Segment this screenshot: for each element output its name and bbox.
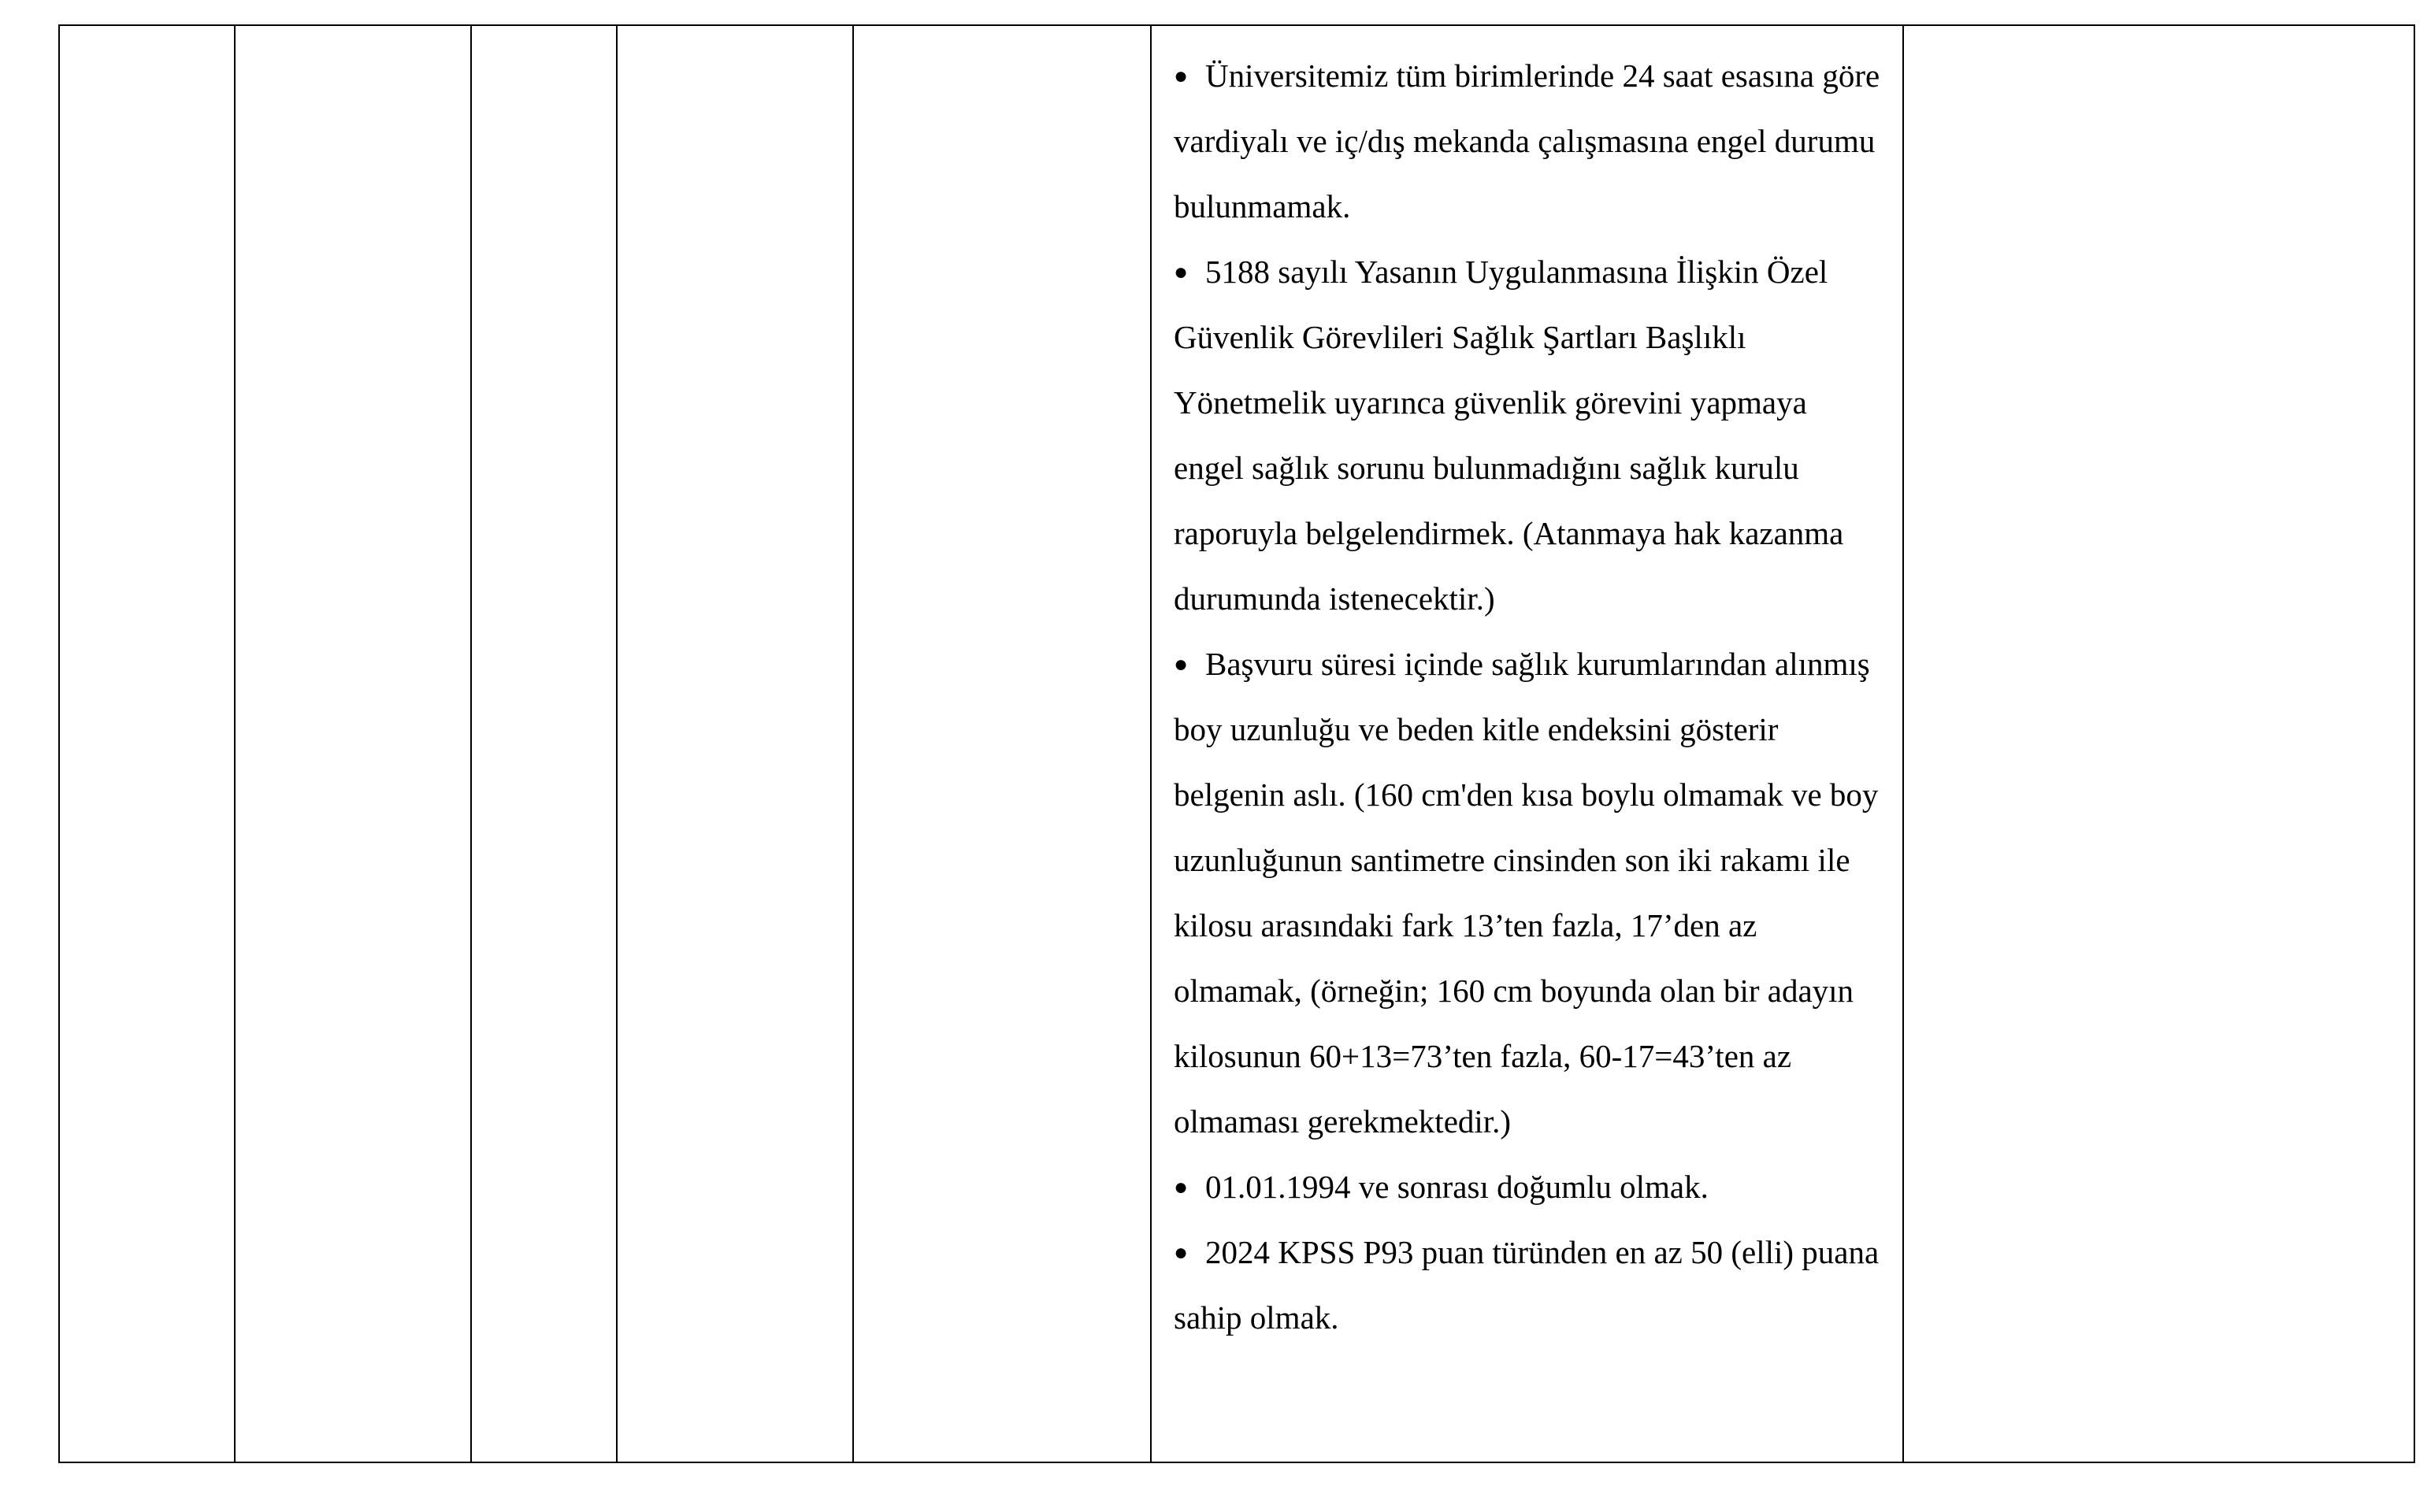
requirements-cell (1151, 25, 1903, 1462)
table-cell-col-4 (617, 25, 853, 1462)
requirement-text: 01.01.1994 ve sonrası doğumlu olmak. (1205, 1169, 1709, 1205)
table-cell-col-5 (853, 25, 1151, 1462)
list-item (1174, 1154, 1880, 1220)
requirement-text: Başvuru süresi içinde sağlık kurumlarından alınmış boy uzunluğu ve beden kitle endeksini gösterir belgenin aslı. (160 cm'den kısa boylu olmamak ve boy uzunluğunun santimetre cinsinden son iki rakamı ile kilosu arasındaki fark 13’ten fazla, 17’den az olmamak, (örneğin; 160 cm boyunda olan bir adayın kilosunun 60+13=73’ten fazla, 60-17=43’ten az olmaması gerekmektedir.) (1174, 646, 1879, 1140)
requirement-text: Üniversitemiz tüm birimlerinde 24 saat esasına göre vardiyalı ve iç/dış mekanda çalışmasına engel durumu bulunmamak. (1174, 57, 1880, 224)
bullet-icon: ● (1174, 1174, 1189, 1200)
requirements-table (58, 24, 2415, 1463)
requirements-list (1174, 43, 1880, 1351)
table-row (59, 25, 2414, 1462)
table-cell-col-1 (59, 25, 235, 1462)
bullet-icon: ● (1174, 1240, 1189, 1266)
bullet-icon: ● (1174, 651, 1189, 677)
list-item (1174, 632, 1880, 1154)
table-cell-col-2 (235, 25, 471, 1462)
bullet-icon: ● (1174, 63, 1189, 89)
bullet-icon: ● (1174, 259, 1189, 285)
requirement-text: 5188 sayılı Yasanın Uygulanmasına İlişkin Özel Güvenlik Görevlileri Sağlık Şartları Başlıklı Yönetmelik uyarınca güvenlik görevini yapmaya engel sağlık sorunu bulunmadığını sağlık kurulu raporuyla belgelendirmek. (Atanmaya hak kazanma durumunda istenecektir.) (1174, 254, 1844, 617)
list-item (1174, 1220, 1880, 1351)
list-item (1174, 43, 1880, 239)
table-cell-col-3 (471, 25, 617, 1462)
table-cell-col-7 (1903, 25, 2414, 1462)
requirement-text: 2024 KPSS P93 puan türünden en az 50 (elli) puana sahip olmak. (1174, 1234, 1880, 1336)
list-item (1174, 239, 1880, 632)
